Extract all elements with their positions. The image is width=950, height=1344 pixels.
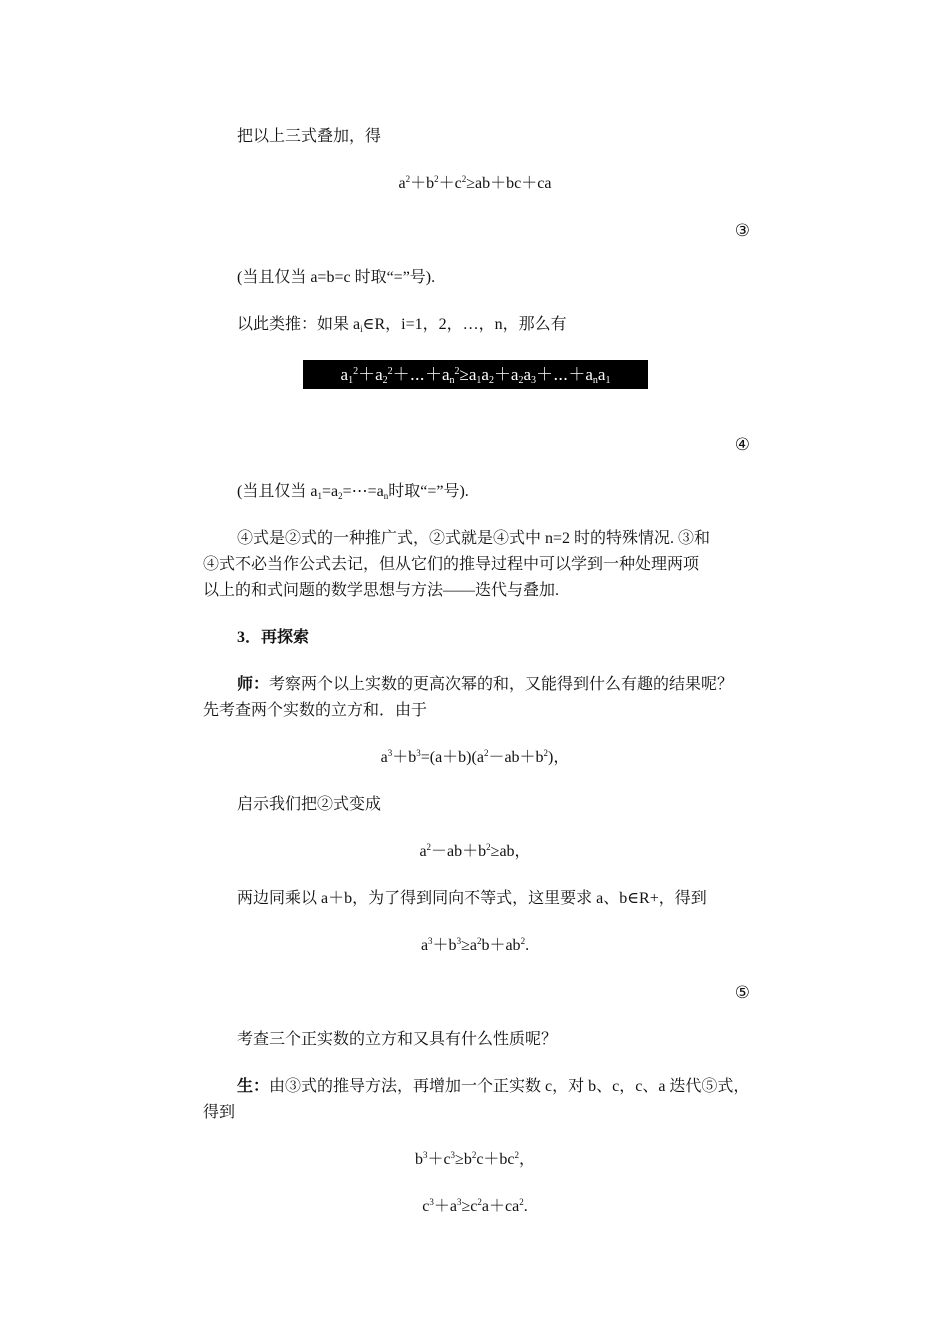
- equation-cube-inequality: $a^3+b^3\ge a^2b+ab^2$.: [420, 936, 530, 954]
- equation-number-5: ⑤: [734, 983, 750, 1002]
- equation-number-3: ③: [734, 221, 750, 240]
- teacher-line-1: 师：考察两个以上实数的更高次幂的和，又能得到什么有趣的结果呢？: [237, 676, 734, 693]
- multiply-line: 两边同乘以 a＋b，为了得到同向不等式，这里要求 a、b∈R+，得到: [237, 890, 707, 907]
- discussion-line-2: ④式不必当作公式去记，但从它们的推导过程中可以学到一种处理两项: [203, 556, 700, 573]
- paragraph-sum-three: 把以上三式叠加，得: [237, 128, 382, 145]
- equation-cube-sum: $a^3+b^3=(a+b)(a^2-ab+b^2)$，: [380, 748, 570, 766]
- student-line-2: 得到: [203, 1104, 236, 1121]
- generalized-inequality-image: $a_1^2+a_2^2+\cdots+a_n^2\ge a_1a_2+a_2a_3+\cdots+a_na_1$: [303, 360, 648, 389]
- discussion-line-1: ④式是②式的一种推广式，②式就是④式中 n=2 时的特殊情况. ③和: [237, 530, 711, 547]
- equation-number-4: ④: [734, 435, 750, 454]
- equation-bc: $b^3+c^3\ge b^2c+bc^2$，: [414, 1150, 536, 1168]
- student-line-1: 生：由③式的推导方法，再增加一个正实数 c，对 b、c，c、a 迭代⑤式，: [237, 1078, 750, 1095]
- equation-squares: $a^2+b^2+c^2\ge ab+bc+ca$: [398, 174, 552, 192]
- equality-condition-2: (当且仅当 $a_1=a_2=\cdots=a_n$时取“=”号).: [237, 483, 469, 501]
- generalization-intro: 以此类推：如果 $a_i\in R$，i=1，2，…，n，那么有: [237, 316, 567, 334]
- equation-ca: $c^3+a^3\ge c^2a+ca^2$.: [422, 1197, 528, 1215]
- equality-condition-1: (当且仅当 a=b=c 时取“=”号).: [237, 269, 436, 286]
- discussion-line-3: 以上的和式问题的数学思想与方法——迭代与叠加.: [203, 582, 560, 599]
- question-line: 考查三个正实数的立方和又具有什么性质呢？: [237, 1031, 558, 1048]
- equation-square-form: $a^2-ab+b^2\ge ab$，: [419, 842, 531, 860]
- section-heading: 3．再探索: [237, 629, 310, 646]
- teacher-line-2: 先考查两个实数的立方和．由于: [203, 702, 428, 719]
- hint-line: 启示我们把②式变成: [237, 796, 382, 813]
